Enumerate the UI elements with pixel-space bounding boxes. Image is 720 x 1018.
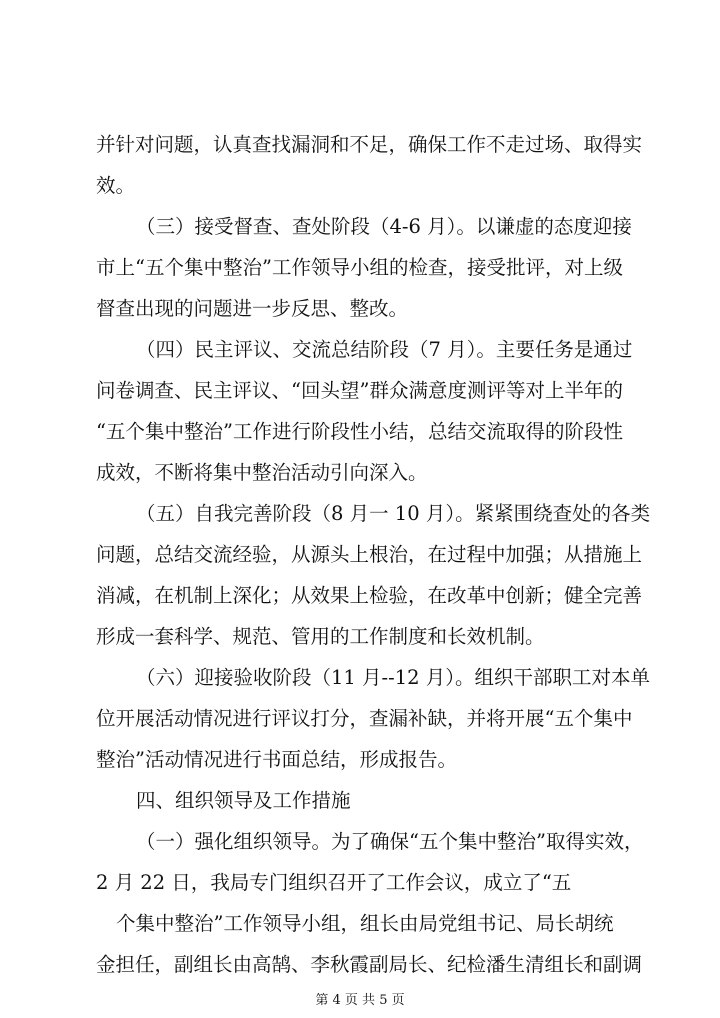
- paragraph-line: 位开展活动情况进行评议打分，查漏补缺，并将开展“五个集中: [96, 707, 633, 730]
- page-number-footer: 第 4 页 共 5 页: [315, 993, 405, 1008]
- paragraph-line: “五个集中整治”工作进行阶段性小结，总结交流取得的阶段性: [96, 420, 623, 443]
- paragraph-line: 问卷调查、民主评议、“回头望”群众满意度测评等对上半年的: [96, 379, 623, 402]
- paragraph-line: 消减，在机制上深化；从效果上检验，在改革中创新；健全完善: [96, 584, 643, 607]
- paragraph-line: 问题，总结交流经验，从源头上根治，在过程中加强；从措施上: [96, 543, 643, 566]
- paragraph-line: （四）民主评议、交流总结阶段（7 月）。主要任务是通过: [136, 338, 633, 361]
- paragraph-line: 2 月 22 日，我局专门组织召开了工作会议，成立了“五: [96, 871, 572, 894]
- paragraph-line: （三）接受督查、查处阶段（4-6 月）。以谦虚的态度迎接: [136, 215, 632, 238]
- paragraph-line: 金担任，副组长由高鹄、李秋霞副局长、纪检潘生清组长和副调: [96, 953, 643, 976]
- paragraph-line: 督查出现的问题进一步反思、整改。: [96, 297, 409, 320]
- paragraph-line: 并针对问题，认真查找漏洞和不足，确保工作不走过场、取得实: [96, 133, 643, 156]
- paragraph-line: （六）迎接验收阶段（11 月--12 月）。组织干部职工对本单: [136, 666, 650, 689]
- paragraph-line: 效。: [96, 174, 136, 197]
- paragraph-line: 成效，不断将集中整治活动引向深入。: [96, 461, 428, 484]
- section-heading: 四、组织领导及工作措施: [136, 789, 351, 812]
- paragraph-line: 个集中整治”工作领导小组，组长由局党组书记、局长胡统: [116, 912, 614, 935]
- paragraph-line: 形成一套科学、规范、管用的工作制度和长效机制。: [96, 625, 545, 648]
- paragraph-line: 整治”活动情况进行书面总结，形成报告。: [96, 748, 457, 771]
- paragraph-line: （五）自我完善阶段（8 月一 10 月）。紧紧围绕查处的各类: [136, 502, 651, 525]
- paragraph-line: （一）强化组织领导。为了确保“五个集中整治”取得实效，: [136, 830, 644, 853]
- paragraph-line: 市上“五个集中整治”工作领导小组的检查，接受批评，对上级: [96, 256, 623, 279]
